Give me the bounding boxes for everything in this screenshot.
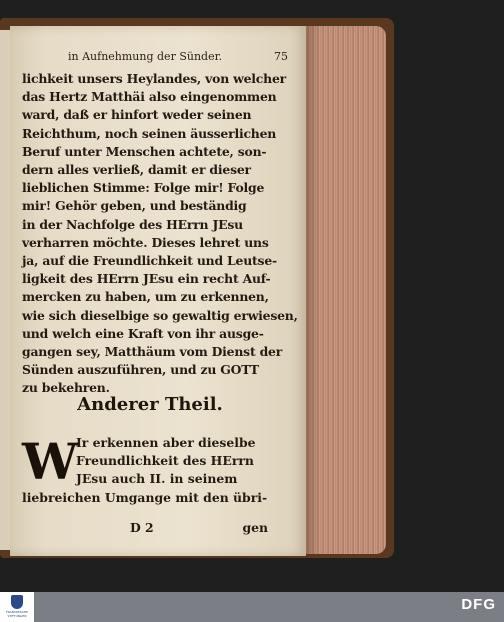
text-line: das Hertz Matthäi also eingenommen <box>22 89 277 105</box>
text-line: wie sich dieselbige so gewaltig erwiesen, <box>22 307 298 323</box>
text-line: und welch eine Kraft von ihr ausge- <box>22 325 264 341</box>
text-line: ligkeit des HErrn JEsu ein recht Auf- <box>22 271 271 287</box>
running-head: in Aufnehmung der Sünder. <box>68 50 223 63</box>
text-line: Beruf unter Menschen achtete, son- <box>22 143 267 159</box>
text-line: lichkeit unsers Heylandes, von welcher <box>22 71 286 86</box>
text-line: Sünden auszuführen, und zu GOTT <box>22 362 259 378</box>
page-header <box>58 50 288 68</box>
text-line: JEsu auch II. in seinem <box>76 471 238 487</box>
page-footer <box>22 520 272 538</box>
text-line: verharren möchte. Dieses lehret uns <box>22 234 269 250</box>
text-line: Freundlichkeit des HErrn <box>76 453 254 469</box>
drop-cap-initial: W <box>22 432 79 491</box>
facing-page-edge <box>0 30 10 550</box>
text-line: ward, daß er hinfort weder seinen <box>22 107 252 123</box>
text-line: lieblichen Stimme: Folge mir! Folge <box>22 180 265 196</box>
viewer-footer-bar <box>0 592 504 622</box>
text-line: mir! Gehör geben, und beständig <box>22 198 247 214</box>
text-line: Ir erkennen aber dieselbe <box>76 435 256 450</box>
text-line: in der Nachfolge des HErrn JEsu <box>22 216 243 232</box>
text-line: Reichthum, noch seinen äusserlichen <box>22 125 277 141</box>
text-line: dern alles verließ, damit er dieser <box>22 162 251 178</box>
catchword: gen <box>242 520 268 535</box>
signature-mark: D 2 <box>130 520 154 535</box>
library-caption: FRANCKESCHE STIFTUNGEN <box>5 610 29 618</box>
library-logo-icon <box>11 595 23 609</box>
body-paragraph <box>22 70 298 398</box>
text-line: mercken zu haben, um zu erkennen, <box>22 289 269 305</box>
section-heading: Anderer Theil. <box>77 394 223 415</box>
section-paragraph <box>22 434 272 507</box>
text-line: gangen sey, Matthäum vom Dienst der <box>22 344 283 360</box>
text-line: liebreichen Umgange mit den übri- <box>22 489 268 505</box>
text-line: ja, auf die Freundlichkeit und Leutse- <box>22 253 277 269</box>
page-number: 75 <box>274 50 288 63</box>
text-line: zu bekehren. <box>22 380 110 396</box>
book-page <box>10 26 306 556</box>
library-logo[interactable] <box>0 592 34 622</box>
dfg-logo[interactable]: DFG <box>461 596 496 613</box>
